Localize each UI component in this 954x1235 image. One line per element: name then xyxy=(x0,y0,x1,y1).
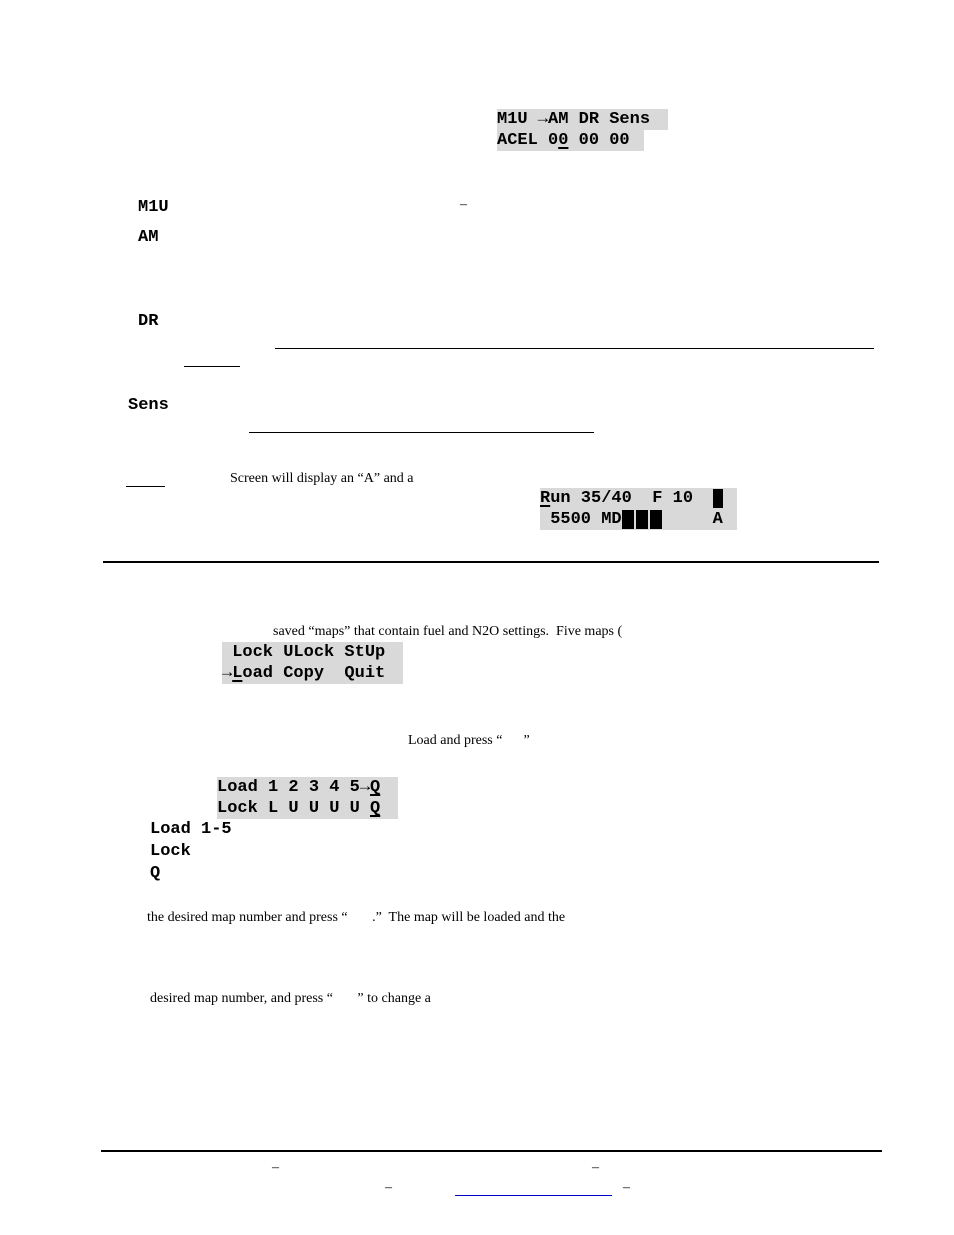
footer-dash: – xyxy=(592,1160,599,1175)
desired-map-text-2: desired map number, and press “ ” to change a xyxy=(150,991,431,1006)
lcd-cursor-char: Q xyxy=(370,799,381,818)
lcd-block-cursor xyxy=(713,489,723,508)
lcd-text: ACEL 0 xyxy=(497,131,559,150)
term-am: AM xyxy=(138,228,159,247)
lcd-text: Lock L U U U U xyxy=(217,799,371,818)
lcd-load-line1 xyxy=(217,777,398,798)
term-m1u: M1U xyxy=(138,198,169,217)
lcd-cursor-char: L xyxy=(232,664,243,683)
lcd-m1u-line1 xyxy=(497,109,668,130)
term-sens: Sens xyxy=(128,396,169,415)
footer-divider xyxy=(101,1150,882,1152)
lcd-bar-graph xyxy=(622,510,662,529)
lcd-load-line2 xyxy=(217,798,398,819)
underline-rule xyxy=(126,486,165,487)
lcd-run-line1 xyxy=(540,488,737,509)
footer-dash: – xyxy=(272,1160,279,1175)
underline-rule xyxy=(184,366,240,367)
lcd-menu-line1 xyxy=(222,642,403,663)
run-description: Screen will display an “A” and a xyxy=(230,471,414,486)
lcd-text: 00 00 xyxy=(568,131,630,150)
dash-mark: – xyxy=(460,197,467,212)
footer-link-underline[interactable] xyxy=(455,1195,612,1196)
lcd-text: Load 1 2 3 4 5→ xyxy=(217,778,371,797)
lcd-text: A xyxy=(661,510,723,529)
arrow-right-icon: → xyxy=(222,664,233,683)
lcd-text: oad Copy Quit xyxy=(242,664,386,683)
term-lock: Lock xyxy=(150,842,191,861)
lcd-cursor-char: R xyxy=(540,489,551,508)
footer-dash: – xyxy=(623,1180,630,1195)
lcd-m1u-line2 xyxy=(497,130,644,151)
term-dr: DR xyxy=(138,312,159,331)
lcd-run-line2 xyxy=(540,509,737,530)
underline-rule xyxy=(249,432,594,433)
section-divider xyxy=(103,561,879,563)
desired-map-text-1: the desired map number and press “ .” The map will be loaded and the xyxy=(147,910,566,925)
lcd-cursor-char: Q xyxy=(370,778,381,797)
underline-rule xyxy=(275,348,874,349)
lcd-cursor-char: 0 xyxy=(558,131,569,150)
lcd-menu-line2 xyxy=(222,663,403,684)
lcd-text: M1U →AM DR Sens xyxy=(497,110,651,129)
load-press-text: Load and press “ ” xyxy=(408,733,530,748)
footer-dash: – xyxy=(385,1180,392,1195)
lcd-text: un 35/40 F 10 xyxy=(550,489,714,508)
maps-description: saved “maps” that contain fuel and N2O settings. Five maps ( xyxy=(273,624,623,639)
lcd-text: 5500 MD xyxy=(540,510,622,529)
term-q: Q xyxy=(150,864,161,883)
term-load-1-5: Load 1-5 xyxy=(150,820,232,839)
lcd-text: Lock ULock StUp xyxy=(222,643,386,662)
